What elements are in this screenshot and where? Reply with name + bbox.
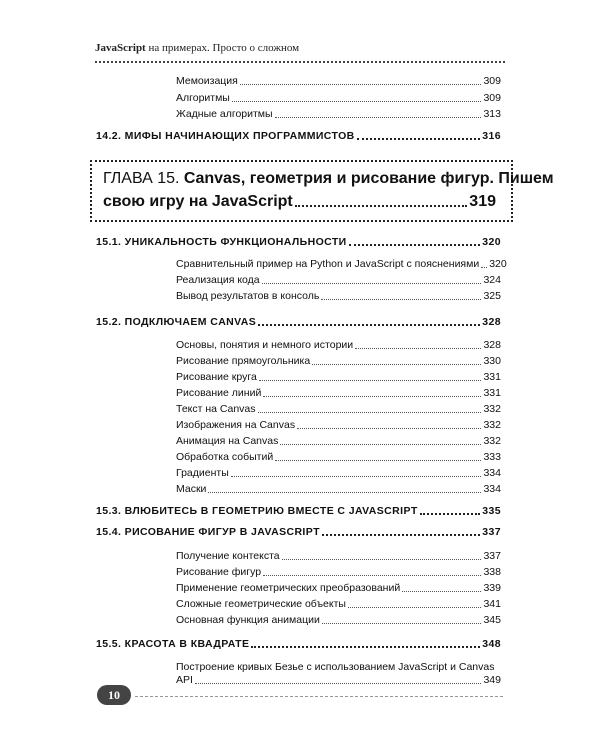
toc-entry-page: 332: [483, 419, 501, 431]
toc-entry-page: 324: [483, 274, 501, 286]
section-label: 15.3. ВЛЮБИТЕСЬ В ГЕОМЕТРИЮ ВМЕСТЕ С JAVASCRIPT: [96, 505, 418, 517]
toc-section-15-1[interactable]: [96, 236, 501, 249]
dot-leader: [232, 101, 482, 102]
toc-entry[interactable]: [176, 387, 501, 400]
toc-entry[interactable]: [176, 371, 501, 384]
toc-entry[interactable]: [176, 258, 507, 271]
toc-entry-label: Реализация кода: [176, 274, 260, 286]
toc-entry-label: Вывод результатов в консоль: [176, 290, 320, 302]
toc-entry-label: Сложные геометрические объекты: [176, 598, 346, 610]
section-page: 335: [482, 505, 501, 517]
section-page: 348: [482, 638, 501, 650]
toc-entry-label-cont: API: [176, 674, 193, 686]
dot-leader: [263, 575, 481, 576]
toc-entry-page: 320: [489, 258, 507, 270]
toc-entry-label: Текст на Canvas: [176, 403, 256, 415]
running-header: [95, 42, 299, 54]
toc-entry-label: Изображения на Canvas: [176, 419, 296, 431]
footer-divider: [135, 696, 503, 697]
dot-leader: [420, 513, 481, 515]
dot-leader: [195, 683, 482, 684]
toc-entry[interactable]: [176, 582, 501, 595]
toc-entry-page: 309: [483, 92, 501, 104]
toc-section-15-4[interactable]: [96, 526, 501, 539]
dot-leader: [262, 283, 482, 284]
chapter-heading-line2[interactable]: [103, 193, 496, 211]
toc-entry-label: Рисование линий: [176, 387, 262, 399]
dot-leader: [258, 324, 480, 326]
toc-entry[interactable]: [176, 614, 501, 627]
toc-entry-page: 331: [483, 387, 501, 399]
dot-leader: [295, 205, 468, 207]
dot-leader: [282, 559, 482, 560]
dot-leader: [275, 460, 481, 461]
toc-entry[interactable]: [176, 451, 501, 464]
toc-entry[interactable]: [176, 598, 501, 611]
section-page: 328: [482, 316, 501, 328]
toc-entry-label: Основы, понятия и немного истории: [176, 339, 354, 351]
toc-entry[interactable]: [176, 483, 501, 496]
dot-leader: [240, 84, 482, 85]
toc-entry-page: 339: [483, 582, 501, 594]
toc-entry-line2[interactable]: [176, 674, 501, 687]
section-label: 15.5. КРАСОТА В КВАДРАТЕ: [96, 638, 250, 650]
dot-leader: [322, 623, 482, 624]
toc-entry[interactable]: [176, 467, 501, 480]
dot-leader: [348, 607, 482, 608]
toc-entry[interactable]: [176, 435, 501, 448]
section-page: 316: [482, 130, 501, 142]
toc-section-14-2[interactable]: [96, 130, 501, 143]
toc-entry-label: Обработка событий: [176, 451, 274, 463]
dot-leader: [297, 428, 481, 429]
dot-leader: [258, 412, 482, 413]
toc-entry-label: Маски: [176, 483, 207, 495]
dot-leader: [357, 138, 481, 140]
toc-entry-page: 313: [483, 108, 501, 120]
toc-entry[interactable]: [176, 274, 501, 287]
toc-entry-label: Рисование прямоугольника: [176, 355, 311, 367]
toc-entry[interactable]: [176, 339, 501, 352]
toc-entry-page: 309: [483, 75, 501, 87]
toc-entry-page: 325: [483, 290, 501, 302]
toc-entry-page: 334: [483, 483, 501, 495]
section-label: 15.4. РИСОВАНИЕ ФИГУР В JAVASCRIPT: [96, 526, 320, 538]
toc-entry-label: Жадные алгоритмы: [176, 108, 273, 120]
section-page: 320: [482, 236, 501, 248]
toc-entry-label: Алгоритмы: [176, 92, 230, 104]
toc-entry[interactable]: [176, 92, 501, 105]
toc-entry[interactable]: [176, 419, 501, 432]
toc-entry-page: 345: [483, 614, 501, 626]
dot-leader: [280, 444, 481, 445]
toc-entry[interactable]: [176, 566, 501, 579]
dot-leader: [251, 646, 480, 648]
toc-entry[interactable]: [176, 108, 501, 121]
dot-leader: [312, 364, 481, 365]
book-subtitle: на примерах. Просто о сложном: [148, 42, 300, 54]
toc-entry-page: 337: [483, 550, 501, 562]
chapter-page: 319: [469, 193, 496, 210]
toc-entry-label: Сравнительный пример на Python и JavaScript с пояснениями: [176, 258, 480, 270]
toc-entry-page: 334: [483, 467, 501, 479]
toc-entry-page: 338: [483, 566, 501, 578]
dot-leader: [259, 380, 482, 381]
chapter-heading-line1[interactable]: [103, 170, 554, 188]
toc-section-15-3[interactable]: [96, 505, 501, 518]
toc-entry-label: Градиенты: [176, 467, 229, 479]
book-title: JavaScript: [95, 42, 146, 54]
toc-entry-label: Основная функция анимации: [176, 614, 320, 626]
toc-entry-label: Применение геометрических преобразований: [176, 582, 401, 594]
toc-entry[interactable]: [176, 355, 501, 368]
toc-entry[interactable]: [176, 550, 501, 563]
dot-leader: [263, 396, 481, 397]
toc-entry-page: 331: [483, 371, 501, 383]
dot-leader: [349, 244, 481, 246]
toc-entry-page: 332: [483, 403, 501, 415]
toc-entry-label: Анимация на Canvas: [176, 435, 279, 447]
dot-leader: [275, 117, 482, 118]
toc-entry-label: Построение кривых Безье с использованием JavaScript и Canvas: [176, 661, 495, 673]
section-label: 15.2. ПОДКЛЮЧАЕМ CANVAS: [96, 316, 257, 328]
toc-entry-line1[interactable]: [176, 661, 501, 674]
toc-section-15-2[interactable]: [96, 316, 501, 329]
dot-leader: [355, 348, 481, 349]
toc-entry-page: 333: [483, 451, 501, 463]
dot-leader: [231, 476, 482, 477]
dot-leader: [402, 591, 481, 592]
section-label: 14.2. МИФЫ НАЧИНАЮЩИХ ПРОГРАММИСТОВ: [96, 130, 355, 142]
toc-entry-label: Получение контекста: [176, 550, 280, 562]
dot-leader: [322, 534, 480, 536]
toc-entry-page: 328: [483, 339, 501, 351]
toc-entry-page: 349: [483, 674, 501, 686]
toc-entry-label: Рисование круга: [176, 371, 257, 383]
header-divider: [95, 61, 505, 63]
chapter-prefix: ГЛАВА 15.: [103, 170, 180, 187]
dot-leader: [481, 267, 487, 268]
toc-section-15-5[interactable]: [96, 638, 501, 651]
toc-entry-label: Мемоизация: [176, 75, 238, 87]
toc-entry-page: 330: [483, 355, 501, 367]
dot-leader: [321, 299, 481, 300]
page-number-badge: 10: [97, 685, 131, 705]
section-label: 15.1. УНИКАЛЬНОСТЬ ФУНКЦИОНАЛЬНОСТИ: [96, 236, 347, 248]
toc-entry[interactable]: [176, 75, 501, 88]
toc-entry[interactable]: [176, 403, 501, 416]
dot-leader: [208, 492, 481, 493]
toc-entry-page: 341: [483, 598, 501, 610]
chapter-title-line1: Canvas, геометрия и рисование фигур. Пишем: [183, 170, 554, 187]
toc-entry-page: 332: [483, 435, 501, 447]
toc-entry-label: Рисование фигур: [176, 566, 262, 578]
toc-entry[interactable]: [176, 290, 501, 303]
section-page: 337: [482, 526, 501, 538]
chapter-title-line2: свою игру на JavaScript: [103, 193, 293, 210]
